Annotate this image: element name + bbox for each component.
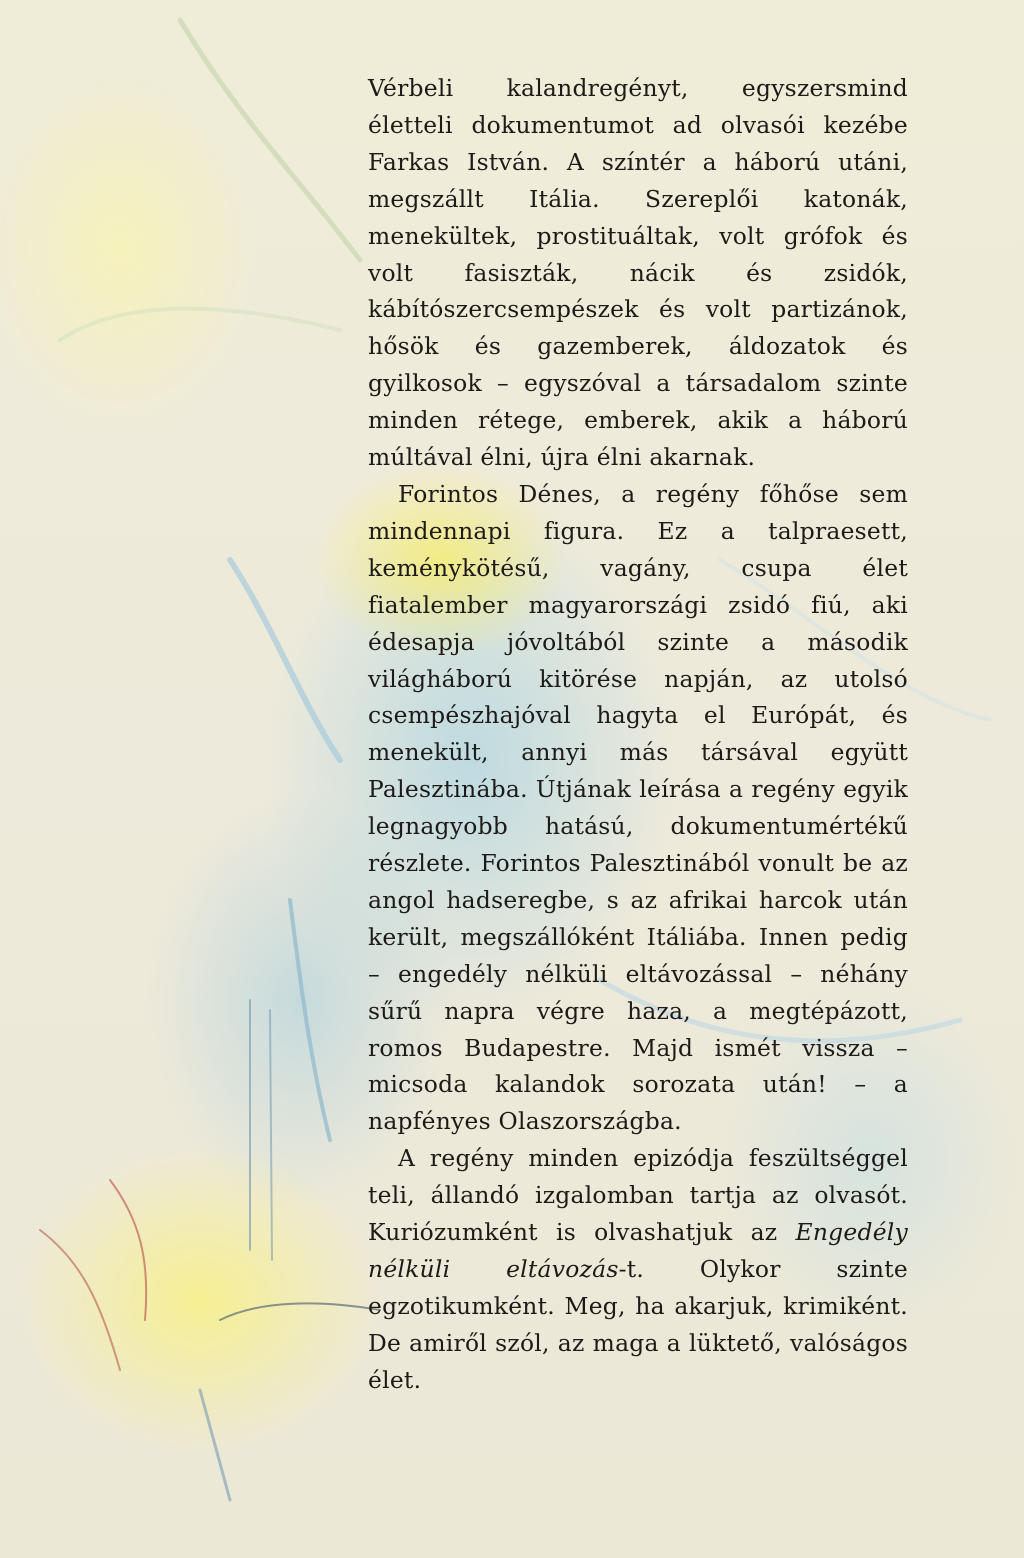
blurb-text: [368, 70, 908, 1399]
book-title-italic: Engedély nélküli eltávozás: [368, 1218, 908, 1283]
blurb-paragraph-3: A regény minden epizódja feszültséggel teli, állandó izgalomban tartja az olvasót. Kuriózumként is olvashatjuk az Engedély nélküli eltávozás-t. Olykor szinte egzotikumként. Meg, ha akarjuk, krimiként. De amiről szól, az maga a lüktető, valóságos élet.: [368, 1144, 908, 1394]
blurb-paragraph-1: Vérbeli kalandregényt, egyszersmind életteli dokumentumot ad olvasói kezébe Farkas István. A színtér a háború utáni, megszállt Itália. Szereplői katonák, menekültek, prostituáltak, volt grófok és volt fasiszták, nácik és zsidók, kábítószercsempészek és volt partizánok, hősök és gazemberek, áldozatok és gyilkosok – egyszóval a társadalom szinte minden rétege, emberek, akik a háború múltával élni, újra élni akarnak.: [368, 74, 908, 472]
blurb-paragraph-2: Forintos Dénes, a regény főhőse sem mindennapi figura. Ez a talpraesett, keménykötésű, vagány, csupa élet fiatalember magyarországi zsidó fiú, aki édesapja jóvoltából szinte a második világháború kitörése napján, az utolsó csempészhajóval hagyta el Európát, és menekült, annyi más társával együtt Palesztinába. Útjának leírása a regény egyik legnagyobb hatású, dokumentumértékű részlete. Forintos Palesztinából vonult be az angol hadseregbe, s az afrikai harcok után került, megszállóként Itáliába. Innen pedig – engedély nélküli eltávozással – néhány sűrű napra végre haza, a megtépázott, romos Budapestre. Majd ismét vissza – micsoda kalandok sorozata után! – a napfényes Olaszországba.: [368, 479, 908, 1136]
